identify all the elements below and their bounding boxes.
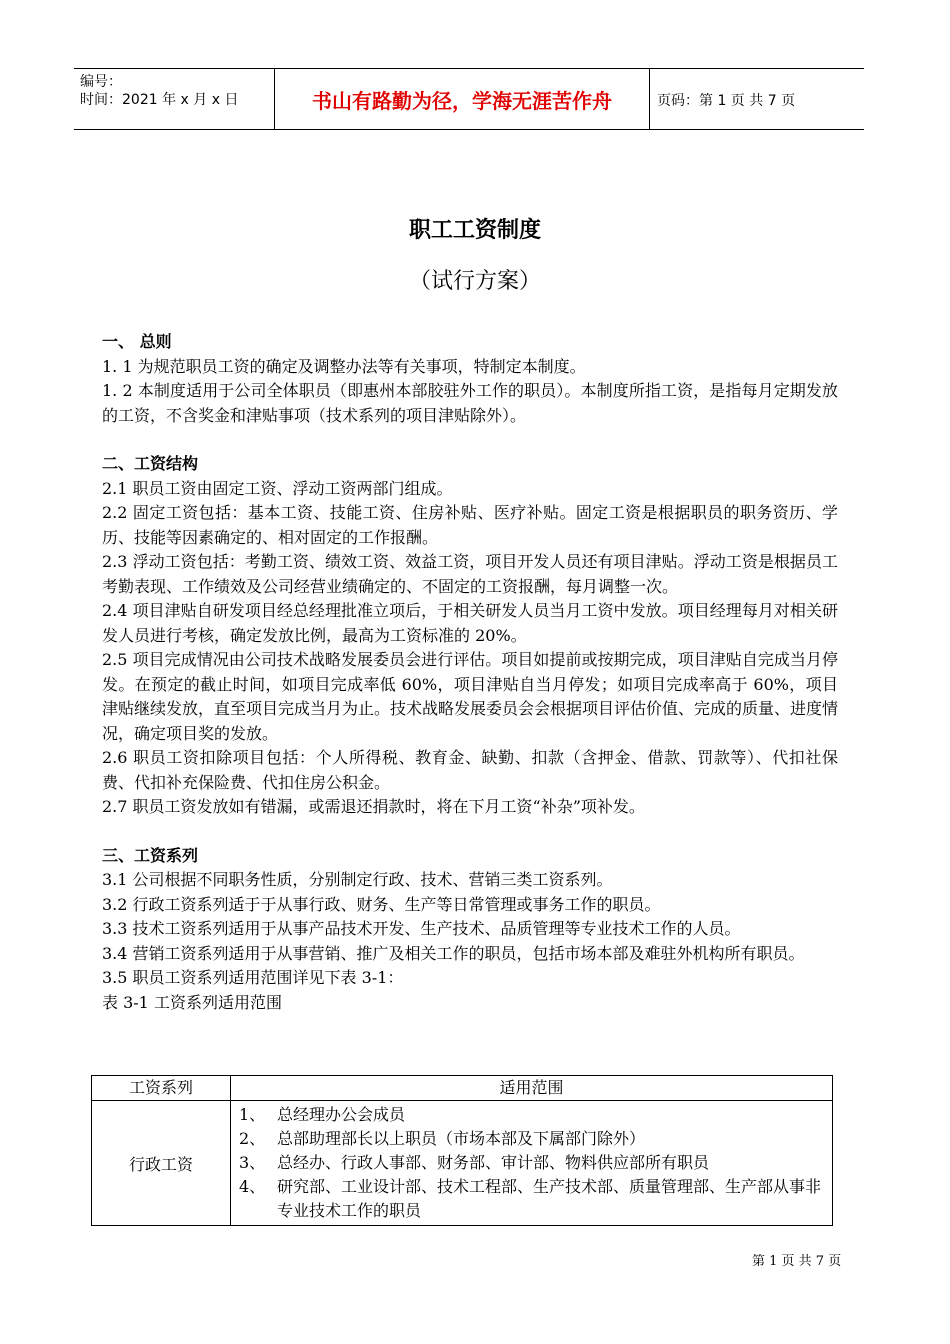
paragraph: 2.6 职员工资扣除项目包括：个人所得税、教育金、缺勤、扣款（含押金、借款、罚款等）、代扣社保费、代扣补充保险费、代扣住房公积金。 bbox=[102, 748, 838, 792]
cell-series: 行政工资 bbox=[92, 1101, 231, 1226]
section-heading: 三、工资系列 bbox=[102, 845, 199, 865]
list-item bbox=[239, 1151, 824, 1175]
paragraph: 1. 2 本制度适用于公司全体职员（即惠州本部胶驻外工作的职员）。本制度所指工资，是指每月定期发放的工资，不含奖金和津贴事项（技术系列的项目津贴除外）。 bbox=[102, 381, 838, 425]
table-header-row bbox=[92, 1076, 833, 1101]
list-item-text: 总经办、行政人事部、财务部、审计部、物料供应部所有职员 bbox=[277, 1153, 710, 1172]
column-header-scope: 适用范围 bbox=[231, 1076, 833, 1101]
header-page-number: 页码：第 1 页 共 7 页 bbox=[657, 93, 796, 109]
paragraph: 3.1 公司根据不同职务性质，分别制定行政、技术、营销三类工资系列。 bbox=[102, 870, 613, 889]
table-row bbox=[92, 1101, 833, 1226]
paragraph: 2.5 项目完成情况由公司技术战略发展委员会进行评估。项目如提前或按期完成，项目津贴自完成当月停发。在预定的截止时间，如项目完成率低 60%，项目津贴自当月停发；如项目完成率高于 60%，项目津贴继续发放，直至项目完成当月为止。技术战略发展委员会会根据项目评估价值、完成的质量、进度情况，确定项目奖的发放。 bbox=[102, 650, 839, 743]
paragraph: 3.4 营销工资系列适用于从事营销、推广及相关工作的职员，包括市场本部及难驻外机构所有职员。 bbox=[102, 943, 805, 963]
list-item bbox=[239, 1103, 824, 1127]
section-heading: 二、工资结构 bbox=[102, 454, 199, 473]
paragraph: 2.4 项目津贴自研发项目经总经理批准立项后，于相关研发人员当月工资中发放。项目经理每月对相关研发人员进行考核，确定发放比例，最高为工资标准的 20%。 bbox=[102, 601, 838, 645]
document-body bbox=[102, 330, 838, 1015]
list-item-number: 2、 bbox=[239, 1129, 266, 1148]
list-item bbox=[239, 1175, 824, 1223]
paragraph: 2.3 浮动工资包括：考勤工资、绩效工资、效益工资，项目开发人员还有项目津贴。浮动工资是根据员工考勤表现、工作绩效及公司经营业绩确定的、不固定的工资报酬，每月调整一次。 bbox=[102, 552, 838, 596]
header-table bbox=[74, 68, 864, 130]
paragraph: 3.2 行政工资系列适于于从事行政、财务、生产等日常管理或事务工作的职员。 bbox=[102, 894, 661, 914]
list-item-number: 3、 bbox=[239, 1153, 266, 1172]
salary-series-table bbox=[91, 1075, 833, 1226]
list-item bbox=[239, 1127, 824, 1151]
list-item-text: 总经理办公会成员 bbox=[277, 1105, 406, 1124]
list-item-number: 4、 bbox=[239, 1177, 266, 1196]
paragraph: 1. 1 为规范职员工资的确定及调整办法等有关事项，特制定本制度。 bbox=[102, 356, 586, 376]
document-time-label: 时间：2021 年 x 月 x 日 bbox=[80, 92, 239, 108]
paragraph: 2.1 职员工资由固定工资、浮动工资两部门组成。 bbox=[102, 478, 453, 498]
paragraph: 3.5 职员工资系列适用范围详见下表 3-1： bbox=[102, 968, 404, 987]
document-number-label: 编号： bbox=[80, 74, 122, 90]
table-caption: 表 3-1 工资系列适用范围 bbox=[102, 992, 282, 1012]
list-item-text: 研究部、工业设计部、技术工程部、生产技术部、质量管理部、生产部从事非专业技术工作的职员 bbox=[277, 1177, 822, 1220]
paragraph: 2.7 职员工资发放如有错漏，或需退还捐款时，将在下月工资“补杂”项补发。 bbox=[102, 797, 645, 816]
list-item-text: 总部助理部长以上职员（市场本部及下属部门除外） bbox=[277, 1129, 646, 1148]
header-left-cell bbox=[74, 69, 274, 129]
column-header-series: 工资系列 bbox=[92, 1076, 231, 1101]
document-subtitle: （试行方案） bbox=[408, 269, 541, 294]
paragraph: 2.2 固定工资包括：基本工资、技能工资、住房补贴、医疗补贴。固定工资是根据职员的职务资历、学历、技能等因素确定的、相对固定的工作报酬。 bbox=[102, 503, 838, 547]
header-motto-cell bbox=[274, 69, 650, 129]
paragraph: 3.3 技术工资系列适用于从事产品技术开发、生产技术、品质管理等专业技术工作的人员。 bbox=[102, 919, 741, 938]
document-title: 职工工资制度 bbox=[408, 218, 541, 243]
header-motto: 书山有路勤为径，学海无涯苦作舟 bbox=[312, 89, 612, 113]
list-item-number: 1、 bbox=[239, 1105, 266, 1124]
section-heading: 一、 总则 bbox=[102, 332, 172, 351]
page-footer: 第 1 页 共 7 页 bbox=[752, 1254, 842, 1269]
header-page-cell bbox=[649, 69, 864, 129]
cell-scope bbox=[231, 1101, 833, 1226]
